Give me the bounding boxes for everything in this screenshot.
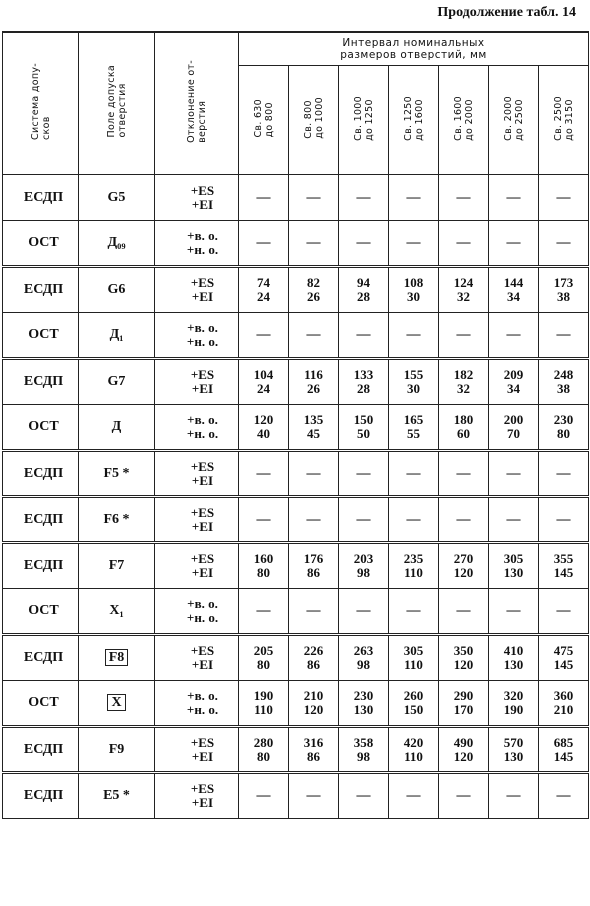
value-cell: 190 110 bbox=[239, 681, 289, 727]
value-cell: 165 55 bbox=[389, 405, 439, 451]
table-row bbox=[3, 221, 589, 267]
value-cell: 685 145 bbox=[539, 727, 589, 773]
field-cell bbox=[79, 635, 155, 681]
value-cell: — bbox=[289, 589, 339, 635]
table-caption: Продолжение табл. 14 bbox=[437, 5, 576, 20]
value-cell: 280 80 bbox=[239, 727, 289, 773]
value-cell: — bbox=[289, 221, 339, 267]
value-cell: — bbox=[339, 497, 389, 543]
value-cell: 290 170 bbox=[439, 681, 489, 727]
table-row bbox=[3, 497, 589, 543]
value-cell: — bbox=[489, 773, 539, 819]
table-row bbox=[3, 589, 589, 635]
system-cell: ОСТ bbox=[3, 313, 79, 359]
value-cell: 104 24 bbox=[239, 359, 289, 405]
field-cell: Д bbox=[79, 405, 155, 451]
header-interval-title: Интервал номинальных размеров отверстий, мм bbox=[239, 32, 589, 66]
value-cell: — bbox=[289, 451, 339, 497]
value-cell: — bbox=[539, 589, 589, 635]
value-cell: — bbox=[539, 313, 589, 359]
value-cell: — bbox=[389, 313, 439, 359]
value-cell: — bbox=[389, 773, 439, 819]
deviation-cell: +ES +EI bbox=[155, 497, 239, 543]
value-cell: 173 38 bbox=[539, 267, 589, 313]
header-interval: Св. 2500 до 3150 bbox=[539, 66, 589, 175]
value-cell: — bbox=[539, 221, 589, 267]
value-cell: — bbox=[339, 589, 389, 635]
value-cell: 124 32 bbox=[439, 267, 489, 313]
value-cell: 116 26 bbox=[289, 359, 339, 405]
value-cell: — bbox=[239, 497, 289, 543]
value-cell: 144 34 bbox=[489, 267, 539, 313]
deviation-cell: +в. о. +н. о. bbox=[155, 221, 239, 267]
value-cell: 316 86 bbox=[289, 727, 339, 773]
system-cell: ЕСДП bbox=[3, 175, 79, 221]
value-cell: — bbox=[389, 221, 439, 267]
value-cell: 108 30 bbox=[389, 267, 439, 313]
system-cell: ЕСДП bbox=[3, 359, 79, 405]
value-cell: 176 86 bbox=[289, 543, 339, 589]
value-cell: — bbox=[289, 175, 339, 221]
system-cell: ОСТ bbox=[3, 221, 79, 267]
value-cell: — bbox=[389, 175, 439, 221]
value-cell: — bbox=[489, 313, 539, 359]
value-cell: 350 120 bbox=[439, 635, 489, 681]
value-cell: 270 120 bbox=[439, 543, 489, 589]
deviation-cell: +ES +EI bbox=[155, 773, 239, 819]
value-cell: 230 80 bbox=[539, 405, 589, 451]
deviation-cell: +ES +EI bbox=[155, 451, 239, 497]
value-cell: — bbox=[239, 589, 289, 635]
value-cell: — bbox=[489, 221, 539, 267]
field-label: F8 bbox=[105, 649, 129, 666]
value-cell: 320 190 bbox=[489, 681, 539, 727]
value-cell: 305 130 bbox=[489, 543, 539, 589]
header-interval: Св. 1000 до 1250 bbox=[339, 66, 389, 175]
field-cell: G6 bbox=[79, 267, 155, 313]
field-cell: F7 bbox=[79, 543, 155, 589]
value-cell: 355 145 bbox=[539, 543, 589, 589]
deviation-cell: +в. о. +н. о. bbox=[155, 589, 239, 635]
field-cell: G7 bbox=[79, 359, 155, 405]
tolerance-table bbox=[2, 31, 589, 819]
value-cell: 305 110 bbox=[389, 635, 439, 681]
value-cell: — bbox=[289, 773, 339, 819]
value-cell: — bbox=[439, 773, 489, 819]
header-interval: Св. 800 до 1000 bbox=[289, 66, 339, 175]
field-cell: Д₀₉ bbox=[79, 221, 155, 267]
field-cell: Д₁ bbox=[79, 313, 155, 359]
value-cell: — bbox=[239, 451, 289, 497]
value-cell: 490 120 bbox=[439, 727, 489, 773]
value-cell: 205 80 bbox=[239, 635, 289, 681]
system-cell: ЕСДП bbox=[3, 497, 79, 543]
deviation-cell: +в. о. +н. о. bbox=[155, 313, 239, 359]
system-cell: ЕСДП bbox=[3, 267, 79, 313]
value-cell: 160 80 bbox=[239, 543, 289, 589]
value-cell: 209 34 bbox=[489, 359, 539, 405]
value-cell: — bbox=[439, 175, 489, 221]
value-cell: — bbox=[289, 497, 339, 543]
system-cell: ОСТ bbox=[3, 405, 79, 451]
value-cell: 155 30 bbox=[389, 359, 439, 405]
value-cell: 358 98 bbox=[339, 727, 389, 773]
value-cell: 360 210 bbox=[539, 681, 589, 727]
value-cell: — bbox=[289, 313, 339, 359]
value-cell: 203 98 bbox=[339, 543, 389, 589]
table-row bbox=[3, 681, 589, 727]
value-cell: — bbox=[489, 497, 539, 543]
deviation-cell: +ES +EI bbox=[155, 175, 239, 221]
value-cell: — bbox=[489, 175, 539, 221]
value-cell: — bbox=[539, 773, 589, 819]
value-cell: — bbox=[539, 451, 589, 497]
header-interval: Св. 1250 до 1600 bbox=[389, 66, 439, 175]
system-cell: ЕСДП bbox=[3, 727, 79, 773]
value-cell: — bbox=[439, 589, 489, 635]
table-row bbox=[3, 727, 589, 773]
header-deviation: Отклонение от- верстия bbox=[155, 32, 239, 175]
table-row bbox=[3, 543, 589, 589]
value-cell: — bbox=[489, 451, 539, 497]
value-cell: 260 150 bbox=[389, 681, 439, 727]
value-cell: 82 26 bbox=[289, 267, 339, 313]
deviation-cell: +в. о. +н. о. bbox=[155, 681, 239, 727]
field-cell: E5 * bbox=[79, 773, 155, 819]
deviation-cell: +в. о. +н. о. bbox=[155, 405, 239, 451]
value-cell: — bbox=[339, 451, 389, 497]
deviation-cell: +ES +EI bbox=[155, 543, 239, 589]
system-cell: ОСТ bbox=[3, 681, 79, 727]
value-cell: — bbox=[389, 589, 439, 635]
value-cell: 135 45 bbox=[289, 405, 339, 451]
field-cell: F5 * bbox=[79, 451, 155, 497]
value-cell: 150 50 bbox=[339, 405, 389, 451]
value-cell: 235 110 bbox=[389, 543, 439, 589]
value-cell: — bbox=[339, 221, 389, 267]
value-cell: 120 40 bbox=[239, 405, 289, 451]
value-cell: 200 70 bbox=[489, 405, 539, 451]
value-cell: — bbox=[239, 221, 289, 267]
value-cell: 94 28 bbox=[339, 267, 389, 313]
table-row bbox=[3, 773, 589, 819]
value-cell: 182 32 bbox=[439, 359, 489, 405]
value-cell: 410 130 bbox=[489, 635, 539, 681]
table-row bbox=[3, 267, 589, 313]
header-interval: Св. 2000 до 2500 bbox=[489, 66, 539, 175]
field-label: X bbox=[107, 694, 125, 711]
value-cell: — bbox=[439, 221, 489, 267]
field-cell bbox=[79, 681, 155, 727]
value-cell: 74 24 bbox=[239, 267, 289, 313]
field-cell: G5 bbox=[79, 175, 155, 221]
value-cell: — bbox=[239, 175, 289, 221]
value-cell: 570 130 bbox=[489, 727, 539, 773]
value-cell: — bbox=[439, 451, 489, 497]
value-cell: — bbox=[439, 497, 489, 543]
value-cell: 420 110 bbox=[389, 727, 439, 773]
deviation-cell: +ES +EI bbox=[155, 267, 239, 313]
table-row bbox=[3, 635, 589, 681]
value-cell: 248 38 bbox=[539, 359, 589, 405]
deviation-cell: +ES +EI bbox=[155, 635, 239, 681]
value-cell: 180 60 bbox=[439, 405, 489, 451]
header-field: Поле допуска отверстия bbox=[79, 32, 155, 175]
system-cell: ЕСДП bbox=[3, 451, 79, 497]
value-cell: — bbox=[339, 175, 389, 221]
value-cell: — bbox=[439, 313, 489, 359]
value-cell: — bbox=[539, 175, 589, 221]
field-cell: X₁ bbox=[79, 589, 155, 635]
value-cell: — bbox=[339, 313, 389, 359]
value-cell: — bbox=[239, 773, 289, 819]
deviation-cell: +ES +EI bbox=[155, 359, 239, 405]
header-interval: Св. 1600 до 2000 bbox=[439, 66, 489, 175]
header-interval: Св. 630 до 800 bbox=[239, 66, 289, 175]
system-cell: ОСТ bbox=[3, 589, 79, 635]
field-cell: F9 bbox=[79, 727, 155, 773]
value-cell: 230 130 bbox=[339, 681, 389, 727]
system-cell: ЕСДП bbox=[3, 635, 79, 681]
table-row bbox=[3, 313, 589, 359]
value-cell: — bbox=[539, 497, 589, 543]
value-cell: — bbox=[489, 589, 539, 635]
value-cell: — bbox=[389, 451, 439, 497]
table-row bbox=[3, 451, 589, 497]
system-cell: ЕСДП bbox=[3, 773, 79, 819]
table-row bbox=[3, 359, 589, 405]
table-row bbox=[3, 175, 589, 221]
system-cell: ЕСДП bbox=[3, 543, 79, 589]
deviation-cell: +ES +EI bbox=[155, 727, 239, 773]
header-system: Система допу- сков bbox=[3, 32, 79, 175]
table-row bbox=[3, 405, 589, 451]
field-cell: F6 * bbox=[79, 497, 155, 543]
value-cell: — bbox=[239, 313, 289, 359]
value-cell: — bbox=[339, 773, 389, 819]
table-body bbox=[3, 175, 589, 819]
value-cell: 210 120 bbox=[289, 681, 339, 727]
value-cell: — bbox=[389, 497, 439, 543]
value-cell: 475 145 bbox=[539, 635, 589, 681]
value-cell: 133 28 bbox=[339, 359, 389, 405]
value-cell: 263 98 bbox=[339, 635, 389, 681]
value-cell: 226 86 bbox=[289, 635, 339, 681]
